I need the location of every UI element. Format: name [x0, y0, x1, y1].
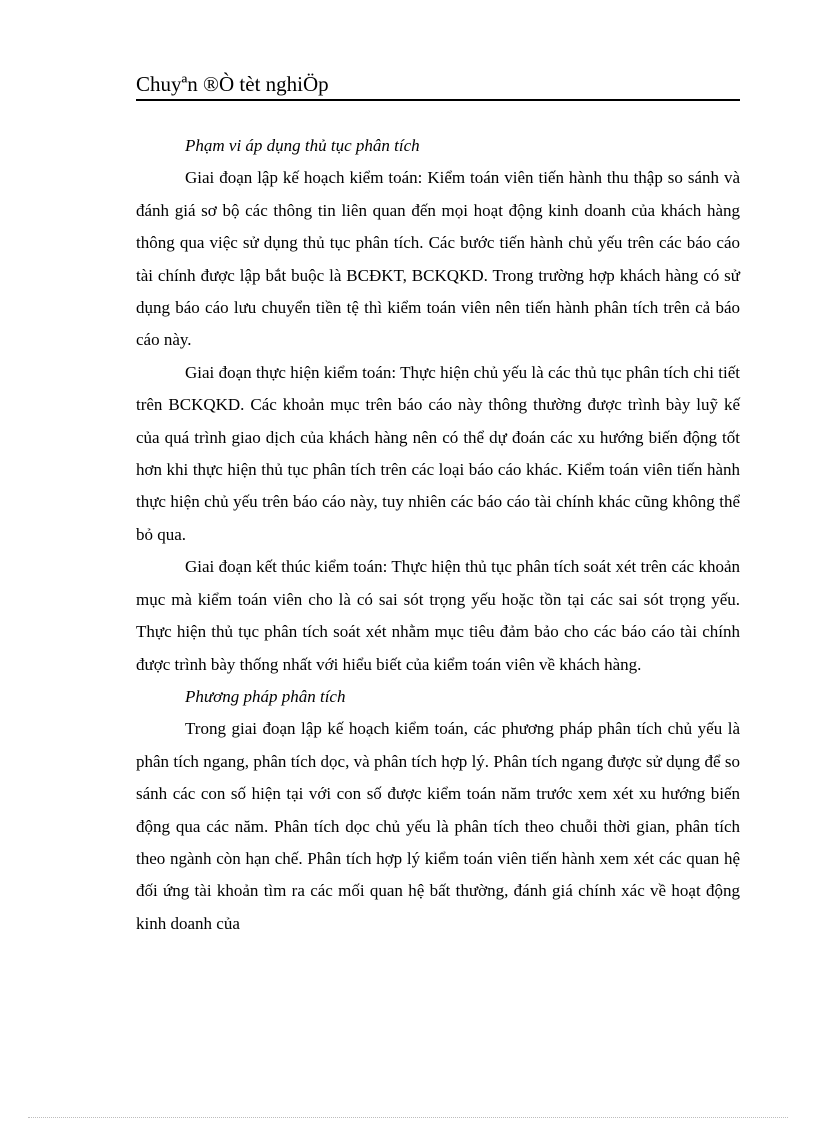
section-heading-scope: Phạm vi áp dụng thủ tục phân tích — [185, 136, 420, 155]
page-bottom-dotted-line — [28, 1117, 788, 1118]
header-rule — [136, 99, 740, 101]
page-header-title: Chuyªn ®Ò tèt nghiÖp — [136, 72, 329, 96]
document-body — [136, 130, 740, 940]
paragraph-methods: Trong giai đoạn lập kế hoạch kiểm toán, các phương pháp phân tích chủ yếu là phân tích ngang, phân tích dọc, và phân tích hợp lý. Phân tích ngang được sử dụng để so sánh các con số hiện tại với con số được kiểm toán năm trước xem xét xu hướng biến động qua các năm. Phân tích dọc chủ yếu là phân tích theo chuỗi thời gian, phân tích theo ngành còn hạn chế. Phân tích hợp lý kiểm toán viên tiến hành xem xét các quan hệ đối ứng tài khoản tìm ra các mối quan hệ bất thường, đánh giá chính xác về hoạt động kinh doanh của — [136, 719, 740, 933]
paragraph-completion-phase: Giai đoạn kết thúc kiểm toán: Thực hiện thủ tục phân tích soát xét trên các khoản mục mà kiểm toán viên cho là có sai sót trọng yếu hoặc tồn tại các sai sót trọng yếu. Thực hiện thủ tục phân tích soát xét nhằm mục tiêu đảm bảo cho các báo cáo tài chính được trình bày thống nhất với hiểu biết của kiểm toán viên về khách hàng. — [136, 557, 740, 674]
paragraph-execution-phase: Giai đoạn thực hiện kiểm toán: Thực hiện chủ yếu là các thủ tục phân tích chi tiết trên BCKQKD. Các khoản mục trên báo cáo này thông thường được trình bày luỹ kế của quá trình giao dịch của khách hàng nên có thể dự đoán các xu hướng biến động tốt hơn khi thực hiện thủ tục phân tích trên các loại báo cáo khác. Kiểm toán viên tiến hành thực hiện chủ yếu trên báo cáo này, tuy nhiên các báo cáo tài chính khác cũng không thể bỏ qua. — [136, 362, 740, 544]
paragraph-planning-phase: Giai đoạn lập kế hoạch kiểm toán: Kiểm toán viên tiến hành thu thập so sánh và đánh giá sơ bộ các thông tin liên quan đến mọi hoạt động kinh doanh của khách hàng thông qua việc sử dụng thủ tục phân tích. Các bước tiến hành chủ yếu trên các báo cáo tài chính được lập bắt buộc là BCĐKT, BCKQKD. Trong trường hợp khách hàng có sử dụng báo cáo lưu chuyển tiền tệ thì kiểm toán viên nên tiến hành phân tích trên cả báo cáo này. — [136, 168, 740, 350]
section-heading-methods: Phương pháp phân tích — [185, 686, 346, 706]
